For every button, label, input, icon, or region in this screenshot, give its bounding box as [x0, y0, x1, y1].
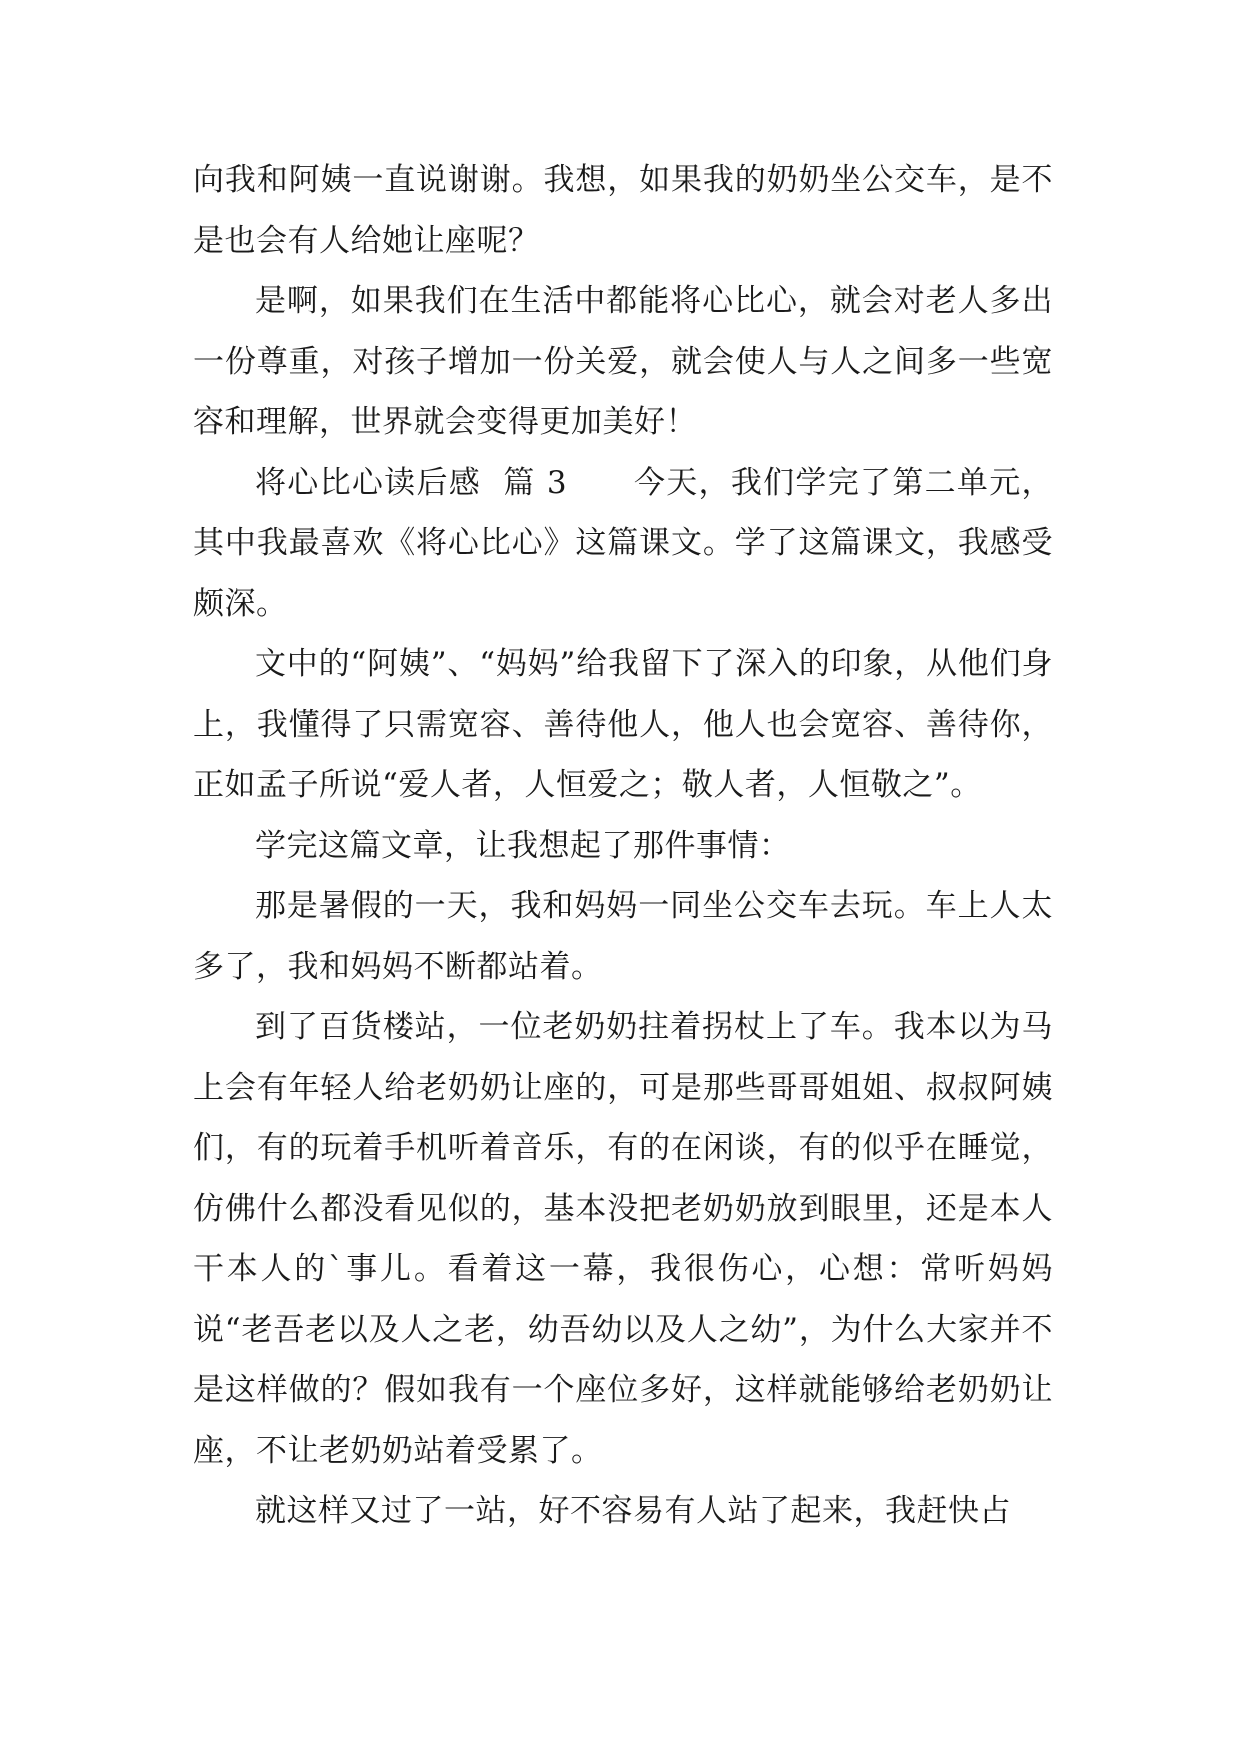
paragraph-3: 将心比心读后感 篇 3 今天，我们学完了第二单元，其中我最喜欢《将心比心》这篇课文。学了这篇课文，我感受颇深。: [193, 464, 1054, 622]
heading-gap: [567, 465, 634, 501]
paragraph-6: 那是暑假的一天，我和妈妈一同坐公交车去玩。车上人太多了，我和妈妈不断都站着。: [193, 888, 1053, 985]
paragraph-1: 向我和阿姨一直说谢谢。我想，如果我的奶奶坐公交车，是不是也会有人给她让座呢？: [193, 162, 1053, 259]
body-text: [193, 150, 1053, 1542]
paragraph-5: 学完这篇文章，让我想起了那件事情：: [255, 827, 791, 864]
paragraph-2: 是啊，如果我们在生活中都能将心比心，就会对老人多出一份尊重，对孩子增加一份关爱，就会使人与人之间多一些宽容和理解，世界就会变得更加美好！: [193, 283, 1053, 440]
paragraph-4: 文中的“阿姨”、“妈妈”给我留下了深入的印象，从他们身上，我懂得了只需宽容、善待他人，他人也会宽容、善待你，正如孟子所说“爱人者，人恒爱之；敬人者，人恒敬之”。: [193, 646, 1053, 803]
section-heading: 将心比心读后感 篇 3: [255, 464, 568, 501]
paragraph-8: 就这样又过了一站，好不容易有人站了起来，我赶快占: [255, 1493, 1011, 1529]
paragraph-7: 到了百货楼站，一位老奶奶拄着拐杖上了车。我本以为马上会有年轻人给老奶奶让座的，可是那些哥哥姐姐、叔叔阿姨们，有的玩着手机听着音乐，有的在闲谈，有的似乎在睡觉，仿佛什么都没看见似的，基本没把老奶奶放到眼里，还是本人干本人的`事儿。看着这一幕，我很伤心，心想：常听妈妈说“老吾老以及人之老，幼吾幼以及人之幼”，为什么大家并不是这样做的？假如我有一个座位多好，这样就能够给老奶奶让座，不让老奶奶站着受累了。: [193, 1009, 1053, 1469]
